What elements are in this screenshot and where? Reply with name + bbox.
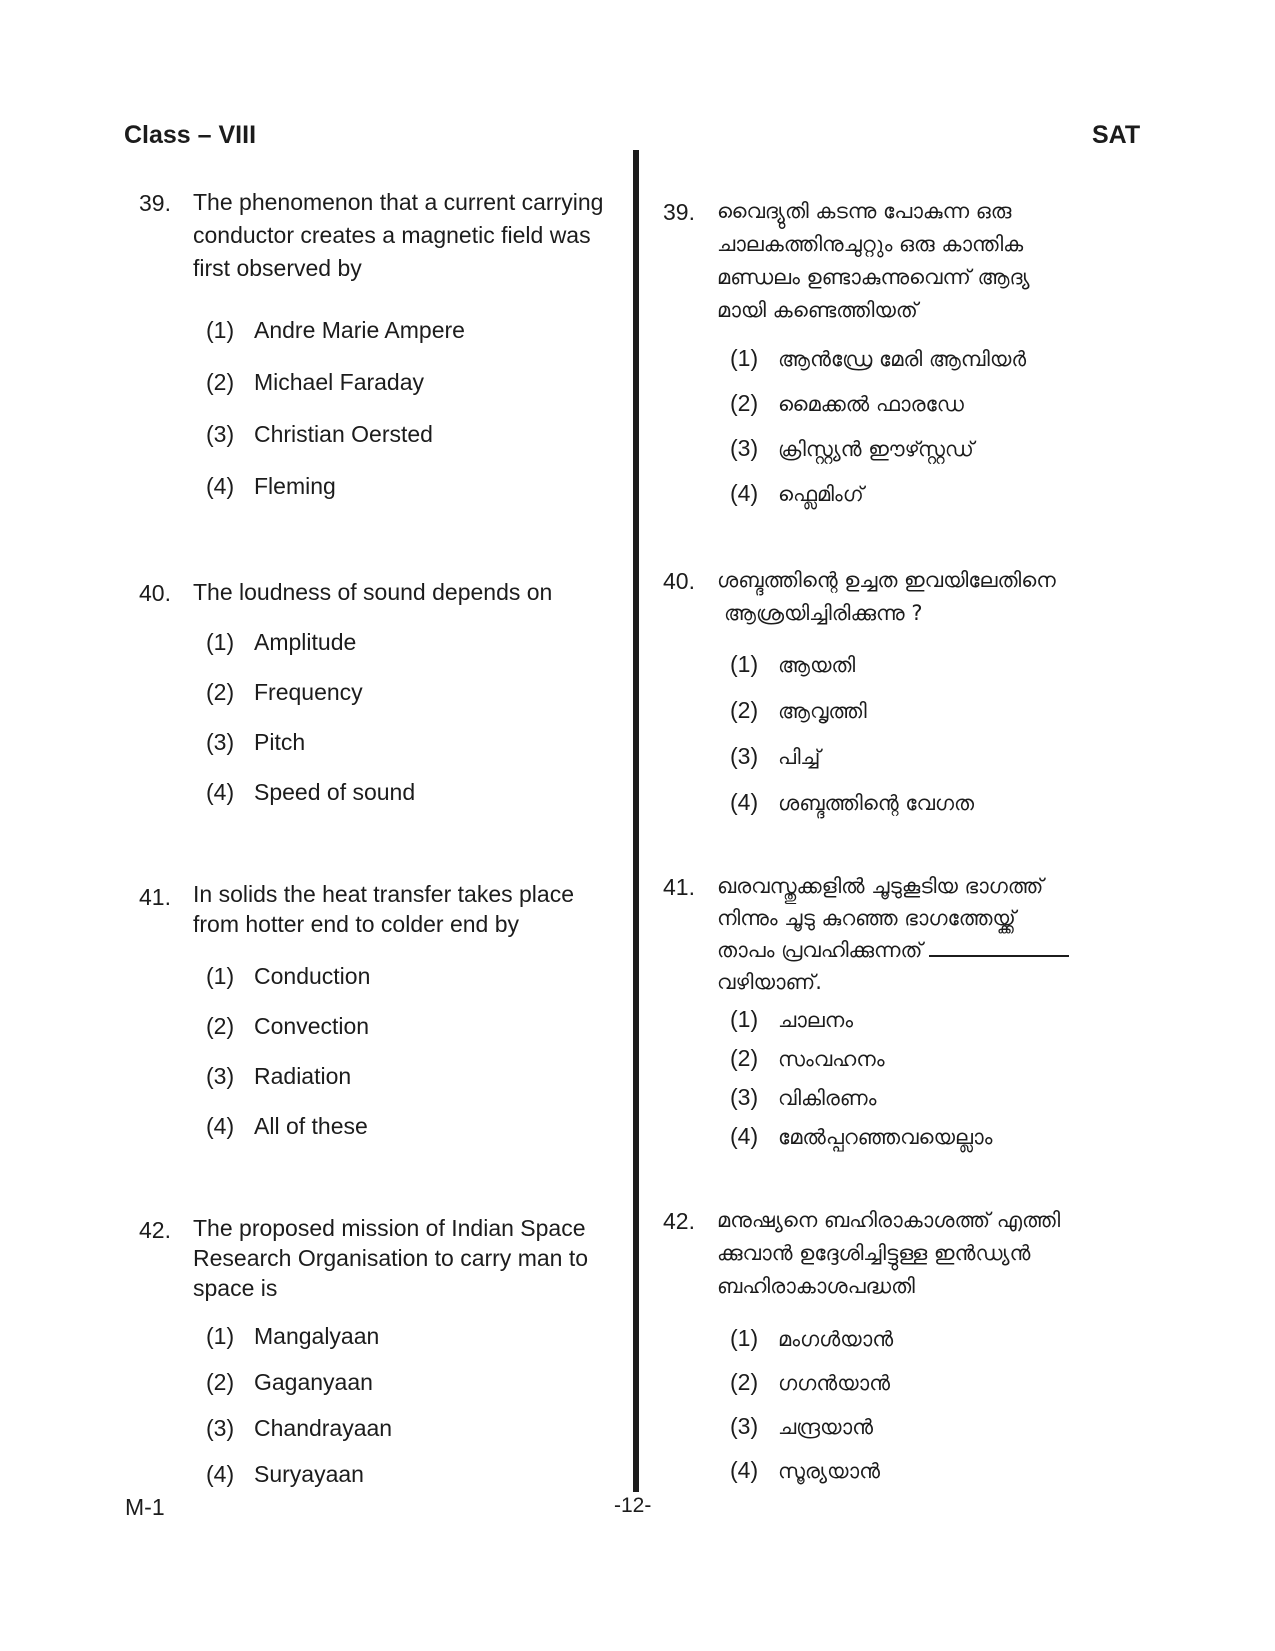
question-number: 39. (663, 199, 695, 225)
question-number: 42. (139, 1217, 171, 1243)
option: (2) Frequency (206, 679, 363, 705)
option: (3) പിച്ച് (730, 743, 821, 769)
option: (3) Radiation (206, 1063, 352, 1089)
option: (1) ആൻഡ്രേ മേരി ആമ്പിയർ (730, 345, 1027, 371)
question-text: In solids the heat transfer takes place from hotter end to colder end by (193, 881, 574, 937)
page-number: -12- (614, 1494, 652, 1517)
question-text: മനുഷ്യനെ ബഹിരാകാശത്ത് എത്തി ക്കുവാൻ ഉദ്ദേശിച്ചിട്ടുള്ള ഇൻഡ്യൻ ബഹിരാകാശപദ്ധതി (717, 1208, 1061, 1298)
option: (4) ശബ്ദത്തിന്റെ വേഗത (730, 789, 975, 815)
option: (1) Mangalyaan (206, 1323, 380, 1349)
question-text: The proposed mission of Indian Space Research Organisation to carry man to space is (193, 1215, 589, 1301)
option: (1) Conduction (206, 963, 371, 989)
option: (1) Amplitude (206, 629, 357, 655)
option: (2) സംവഹനം (730, 1045, 885, 1071)
option: (2) മൈക്കൽ ഫാരഡേ (730, 390, 964, 416)
answer-blank (929, 937, 1069, 957)
option: (2) Convection (206, 1013, 370, 1039)
question-text: വൈദ്യുതി കടന്നു പോകുന്ന ഒരു ചാലകത്തിനുചുറ്റും ഒരു കാന്തിക മണ്ഡലം ഉണ്ടാകുന്നുവെന്ന് ആദ്യ മായി കണ്ടെത്തിയത് (717, 199, 1030, 322)
option: (4) മേൽപ്പറഞ്ഞവയെല്ലാം (730, 1123, 993, 1149)
option: (3) Christian Oersted (206, 421, 433, 447)
paper-code: M-1 (125, 1494, 165, 1520)
question-text: ഖരവസ്തുക്കളിൽ ചൂടുകൂടിയ ഭാഗത്ത് നിന്നും ചൂടു കുറഞ്ഞ ഭാഗത്തേയ്ക്ക് താപം പ്രവഹിക്കുന്നത് വഴിയാണ്. (717, 870, 1069, 998)
option: (3) ക്രിസ്റ്റ്യൻ ഈഴ്സ്റ്റഡ് (730, 435, 974, 461)
option: (2) Michael Faraday (206, 369, 425, 395)
option: (3) Pitch (206, 729, 306, 755)
exam-label: SAT (1092, 121, 1141, 149)
question-number: 40. (139, 580, 171, 606)
option: (1) മംഗൾയാൻ (730, 1325, 894, 1351)
question-number: 41. (663, 874, 695, 900)
question-text: The phenomenon that a current carrying conductor creates a magnetic field was first observed by (193, 189, 604, 281)
question-number: 39. (139, 190, 171, 216)
option: (4) Speed of sound (206, 779, 416, 805)
question-number: 41. (139, 884, 171, 910)
option: (1) ആയതി (730, 651, 856, 677)
option: (4) Suryayaan (206, 1461, 364, 1487)
option: (1) ചാലനം (730, 1006, 854, 1032)
option: (3) വികിരണം (730, 1084, 877, 1110)
option: (2) Gaganyaan (206, 1369, 373, 1395)
option: (4) ഫ്ലെമിംഗ് (730, 480, 864, 506)
option: (3) Chandrayaan (206, 1415, 393, 1441)
question-text: The loudness of sound depends on (193, 579, 553, 605)
option: (1) Andre Marie Ampere (206, 317, 465, 343)
option: (2) ഗഗൻയാൻ (730, 1369, 891, 1395)
column-divider (633, 150, 639, 1492)
question-text: ശബ്ദത്തിന്റെ ഉച്ചത ഇവയിലേതിനെ ആശ്രയിച്ചിരിക്കുന്നു ? (717, 568, 1056, 625)
option: (4) സൂര്യയാൻ (730, 1457, 880, 1483)
option: (2) ആവൃത്തി (730, 697, 867, 723)
option: (3) ചന്ദ്രയാൻ (730, 1413, 874, 1439)
question-number: 40. (663, 568, 695, 594)
option: (4) All of these (206, 1113, 368, 1139)
class-label: Class – VIII (124, 121, 257, 149)
option: (4) Fleming (206, 473, 336, 499)
question-number: 42. (663, 1208, 695, 1234)
